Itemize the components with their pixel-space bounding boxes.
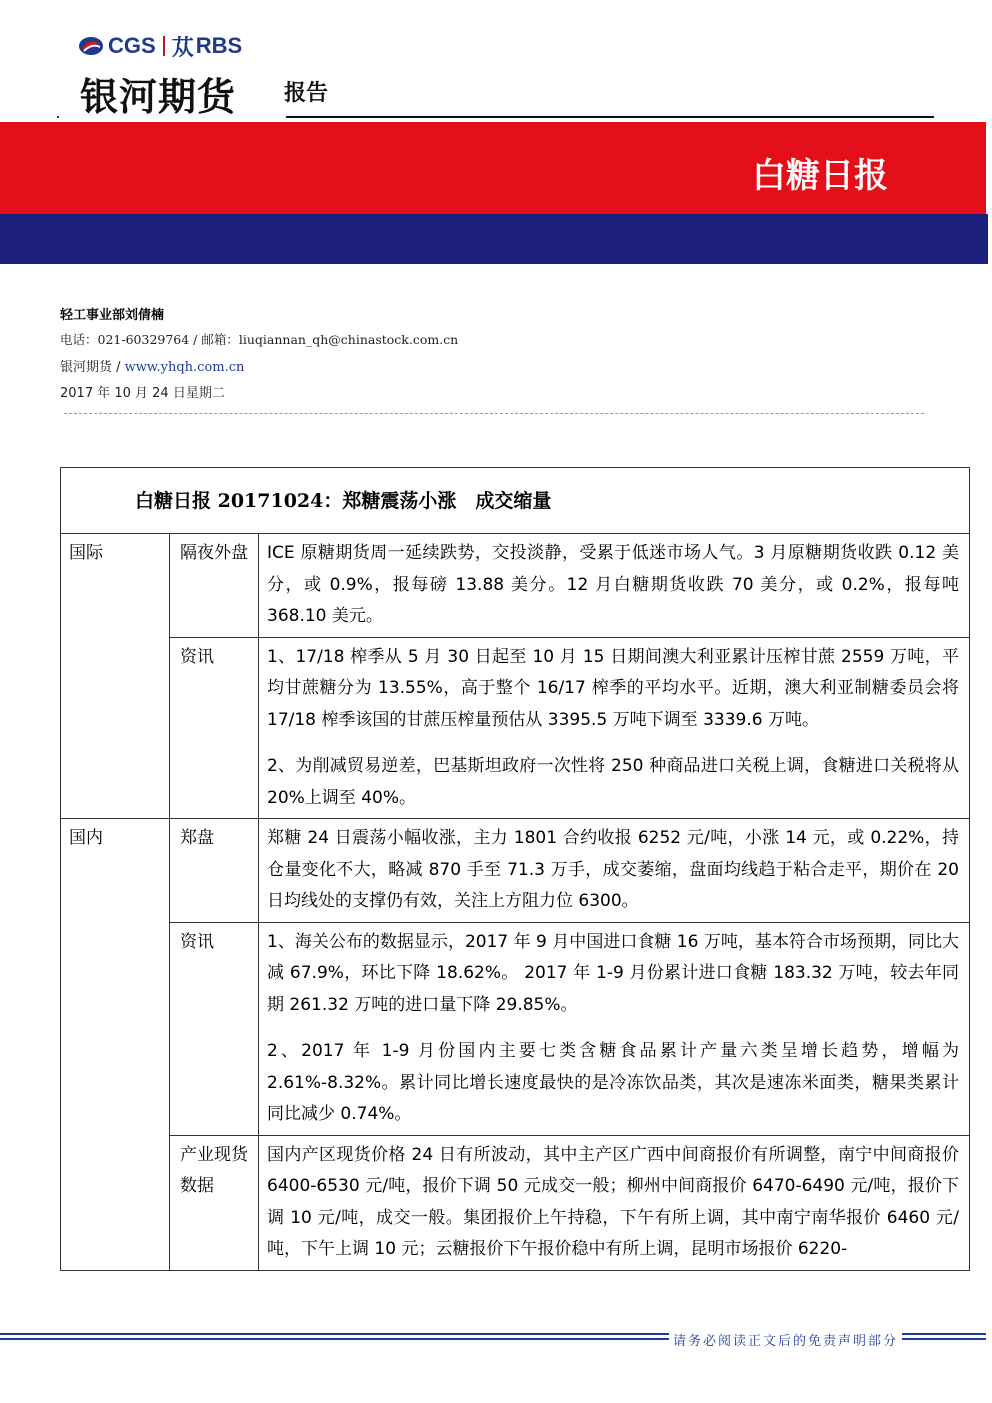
table-row xyxy=(61,1135,970,1270)
table-title: 白糖日报 20171024：郑糖震荡小涨 成交缩量 xyxy=(61,468,970,534)
author-department: 轻工事业部刘倩楠 xyxy=(60,308,165,323)
header-divider xyxy=(286,116,934,118)
report-type-label: 报告 xyxy=(284,81,329,106)
content-cell xyxy=(259,1135,970,1270)
dashed-divider xyxy=(64,413,924,414)
content-paragraph: 2、2017 年 1-9 月份国内主要七类含糖食品累计产量六类呈增长趋势，增幅为 2.61%-8.32%。累计同比增长速度最快的是冷冻饮品类，其次是速冻米面类，糖果类累计同比减少 0.74%。 xyxy=(267,1041,959,1124)
content-paragraph: 国内产区现货价格 24 日有所波动，其中主产区广西中间商报价有所调整，南宁中间商报价 6400-6530 元/吨，报价下调 50 元成交一般；柳州中间商报价 6470-6490 元/吨，报价下调 10 元/吨，成交一般。集团报价上午持稳，下午有所上调，其中南宁南华报价 6460 元/吨，下午上调 10 元；云糖报价下午报价稳中有所上调，昆明市场报价 6220- xyxy=(267,1144,959,1259)
category-cell: 隔夜外盘 xyxy=(170,534,259,638)
table-row xyxy=(61,922,970,1135)
region-cell: 国际 xyxy=(61,534,170,819)
banner-title: 白糖日报 xyxy=(752,156,888,196)
report-table xyxy=(60,467,970,1271)
table-title-row xyxy=(61,468,970,534)
content-paragraph: 1、17/18 榨季从 5 月 30 日起至 10 月 15 日期间澳大利亚累计压榨甘蔗 2559 万吨，平均甘蔗糖分为 13.55%，高于整个 16/17 榨季的平均水平。近期，澳大利亚制糖委员会将 17/18 榨季该国的甘蔗压榨量预估从 3395.5 万吨下调至 3339.6 万吨。 xyxy=(267,646,959,730)
company-website xyxy=(60,356,244,375)
category-cell: 资讯 xyxy=(170,637,259,819)
region-cell: 国内 xyxy=(61,819,170,1271)
logo-rbs-text: RBS xyxy=(195,33,243,58)
logo-separator xyxy=(163,36,165,56)
content-cell xyxy=(259,637,970,819)
logo-cgs-text: CGS xyxy=(108,33,156,58)
disclaimer-note: 请务必阅读正文后的免责声明部分 xyxy=(669,1330,902,1349)
website-link[interactable]: www.yhqh.com.cn xyxy=(124,360,245,375)
rbs-logo-icon: 苁 xyxy=(171,34,194,60)
cgs-logo-icon xyxy=(78,35,104,57)
category-cell: 产业现货数据 xyxy=(170,1135,259,1270)
report-date: 2017 年 10 月 24 日星期二 xyxy=(60,386,225,401)
brand-name: 银河期货 xyxy=(80,75,237,119)
header-dot xyxy=(57,116,59,118)
content-cell xyxy=(259,922,970,1135)
table-row xyxy=(61,534,970,638)
category-cell: 郑盘 xyxy=(170,819,259,923)
content-paragraph: 郑糖 24 日震荡小幅收涨，主力 1801 合约收报 6252 元/吨，小涨 14 元，或 0.22%，持仓量变化不大，略减 870 手至 71.3 万手，成交萎缩，盘面均线趋于粘合走平，期价在 20 日均线处的支撑仍有效，关注上方阻力位 6300。 xyxy=(267,828,959,911)
content-paragraph: ICE 原糖期货周一延续跌势，交投淡静，受累于低迷市场人气。3 月原糖期货收跌 0.12 美分，或 0.9%，报每磅 13.88 美分。12 月白糖期货收跌 70 美分，或 0.2%，报每吨 368.10 美元。 xyxy=(267,543,959,626)
content-cell xyxy=(259,819,970,923)
company-logo xyxy=(78,32,242,60)
category-cell: 资讯 xyxy=(170,922,259,1135)
subtitle-banner xyxy=(0,214,988,264)
table-row xyxy=(61,819,970,923)
author-contact: 电话：021-60329764 / 邮箱：liuqiannan_qh@chinastock.com.cn xyxy=(60,332,459,347)
company-name: 银河期货 / xyxy=(60,360,125,375)
content-paragraph: 2、为削减贸易逆差，巴基斯坦政府一次性将 250 种商品进口关税上调，食糖进口关税将从 20%上调至 40%。 xyxy=(267,756,959,808)
content-paragraph: 1、海关公布的数据显示，2017 年 9 月中国进口食糖 16 万吨，基本符合市场预期，同比大减 67.9%，环比下降 18.62%。 2017 年 1-9 月份累计进口食糖 183.32 万吨，较去年同期 261.32 万吨的进口量下降 29.85%。 xyxy=(267,931,959,1015)
content-cell xyxy=(259,534,970,638)
table-row xyxy=(61,637,970,819)
